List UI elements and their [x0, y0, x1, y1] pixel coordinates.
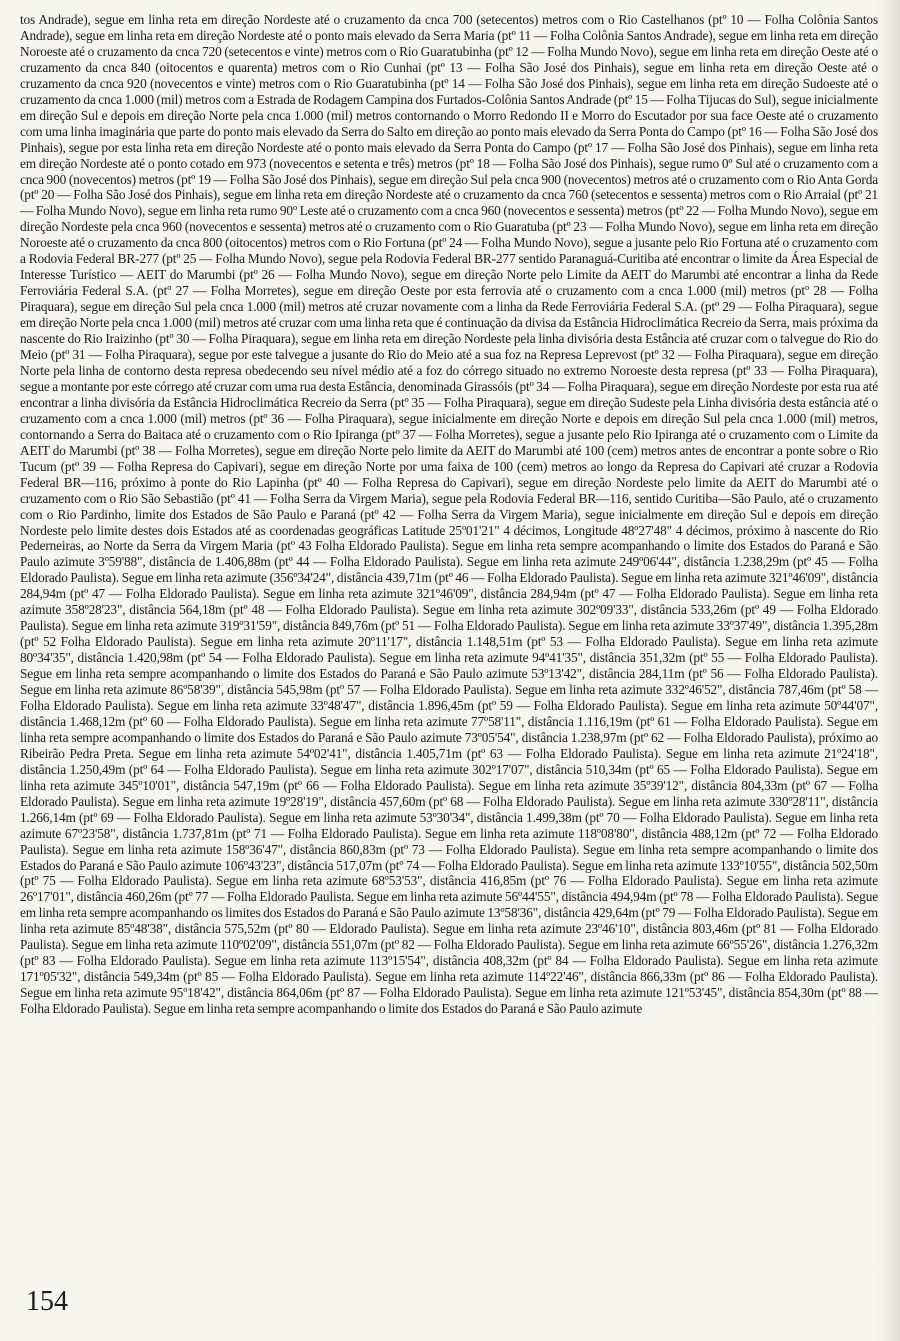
- body-text-block: [20, 12, 878, 1017]
- body-paragraph: tos Andrade), segue em linha reta em direção Nordeste até o cruzamento da cnca 700 (setecentos) metros com o Rio Castelhanos (ptº 10 — Folha Colônia Santos Andrade), segue em linha reta em direção Nordeste até o ponto mais elevado da Serra Maria (ptº 11 — Folha Colônia Santos Andrade), segue em linha reta em direção Noroeste até o cruzamento da cnca 720 (setecentos e vinte) metros com o Rio Guaratubinha (ptº 12 — Folha Mundo Novo), segue em linha reta em direção Oeste até o cruzamento da cnca 840 (oitocentos e quarenta) metros com o Rio Cunhai (ptº 13 — Folha São José dos Pinhais), segue em linha reta em direção Oeste até o cruzamento da cnca 920 (novecentos e vinte) metros com o Rio Guaratubinha (ptº 14 — Folha São José dos Pinhais), segue em linha reta em direção Sudoeste até o cruzamento da cnca 1.000 (mil) metros com a Estrada de Rodagem Campina dos Furtados-Colônia Santos Andrade (ptº 15 — Folha Tijucas do Sul), segue inicialmente em direção Sul e depois em direção Norte pela cnca 1.000 (mil) metros contornando o Morro Redondo II e Morro do Escutador por sua face Oeste até o cruzamento com uma linha imaginária que parte do ponto mais elevado da Serra do Salto em direção ao ponto mais elevado da Serra Ponta do Campo (ptº 16 — Folha São José dos Pinhais), segue por esta linha reta em direção Nordeste até o ponto mais elevado da Serra Ponta do Campo (ptº 17 — Folha São José dos Pinhais), segue em linha reta em direção Nordeste até o ponto cotado em 973 (novecentos e setenta e três) metros (ptº 18 — Folha São José dos Pinhais), segue rumo 0º Sul até o cruzamento com a cnca 900 (novecentos) metros (ptº 19 — Folha São José dos Pinhais), segue em direção Sul pela cnca 900 (novecentos) metros até o cruzamento com o Rio Anta Gorda (ptº 20 — Folha São José dos Pinhais), segue em linha reta em direção Nordeste até o cruzamento da cnca 760 (setecentos e sessenta) metros com o Rio Arraial (ptº 21 — Folha Mundo Novo), segue em linha reta rumo 90º Leste até o cruzamento com a cnca 960 (novecentos e sessenta) metros (ptº 22 — Folha Mundo Novo), segue em direção Nordeste pela cnca 960 (novecentos e sessenta) metros até o cruzamento com o Rio Guaratuba (ptº 23 — Folha Mundo Novo), segue em linha reta em direção Noroeste até o cruzamento da cnca 800 (oitocentos) metros com o Rio Fortuna (ptº 24 — Folha Mundo Novo), segue a jusante pelo Rio Fortuna até o cruzamento com a Rodovia Federal BR-277 (ptº 25 — Folha Mundo Novo), segue pela Rodovia Federal BR-277 sentido Paranaguá-Curitiba até encontrar o limite da Área Especial de Interesse Turístico — AEIT do Marumbi (ptº 26 — Folha Mundo Novo), segue em direção Norte pelo Limite da AEIT do Marumbi até encontrar a linha da Rede Ferroviária Federal S.A. (ptº 27 — Folha Morretes), segue em direção Oeste por esta ferrovia até o cruzamento com a cnca 1.000 (mil) metros (ptº 28 — Folha Piraquara), segue em direção Sul pela cnca 1.000 (mil) metros até cruzar novamente com a linha da Rede Ferroviária Federal S.A. (ptº 29 — Folha Piraquara), segue em direção Norte pela cnca 1.000 (mil) metros até cruzar com uma linha reta que é continuação da divisa da Estância Hidroclimática Recreio da Serra, mais próxima da nascente do Rio Iraizinho (ptº 30 — Folha Piraquara), segue em linha reta em direção Nordeste pela linha divisória desta Estância até cruzar com o talvegue do Rio do Meio (ptº 31 — Folha Piraquara), segue por este talvegue a jusante do Rio do Meio até a sua foz na Represa Leprevost (ptº 32 — Folha Piraquara), segue em direção Norte pela linha de contorno desta represa obedecendo seu nível médio até a foz do córrego situado no extremo Noroeste desta represa (ptº 33 — Folha Piraquara), segue a montante por este córrego até cruzar com uma rua desta Estância, denominada Girassóis (ptº 34 — Folha Piraquara), segue em direção Nordeste por esta rua até encontrar a linha divisória da Estância Hidroclimática Recreio da Serra (ptº 35 — Folha Piraquara), segue em direção Sudeste pela Linha divisória desta estância até o cruzamento com a cnca 1.000 (mil) metros (ptº 36 — Folha Piraquara), segue inicialmente em direção Norte e depois em direção Sul pela cnca 1.000 (mil) metros, contornando a Serra do Baitaca até o cruzamento com o Rio Ipiranga (ptº 37 — Folha Morretes), segue a jusante pelo Rio Ipiranga até o cruzamento com o Limite da AEIT do Marumbi (ptº 38 — Folha Morretes), segue em direção Norte pelo limite da AEIT do Marumbi até 100 (cem) metros antes de encontrar a ponte sobre o Rio Tucum (ptº 39 — Folha Represa do Capivari), segue em direção Norte por uma faixa de 100 (cem) metros ao longo da Represa do Capivari até cruzar a Rodovia Federal BR—116, próximo à ponte do Rio Lapinha (ptº 40 — Folha Represa do Capivari), segue em direção Nordeste pelo limite da AEIT do Marumbi até o cruzamento com o Rio São Sebastião (ptº 41 — Folha Serra da Virgem Maria), segue pela Rodovia Federal BR—116, sentido Curitiba—São Paulo, até o cruzamento com o Rio Pardinho, limite dos Estados de São Paulo e Paraná (ptº 42 — Folha Serra da Virgem Maria), segue inicialmente em direção Sul e depois em direção Nordeste pelo limite destes dois Estados até as coordenadas geográficas Latitude 25º01'21" 4 décimos, Longitude 48º27'48" 4 décimos, próximo à nascente do Rio Pederneiras, ao Norte da Serra da Virgem Maria (ptº 43 Folha Eldorado Paulista). Segue em linha reta sempre acompanhando o limite dos Estados do Paraná e São Paulo azimute 3º59'88", distância de 1.406,88m (ptº 44 — Folha Eldorado Paulista). Segue em linha reta azimute 249º06'44", distância 1.238,29m (ptº 45 — Folha Eldorado Paulista). Segue em linha reta azimute (356º34'24", distância 439,71m (ptº 46 — Folha Eldorado Paulista). Segue em linha reta azimute 321º46'09", distância 284,94m (ptº 47 — Folha Eldorado Paulista). Segue em linha reta azimute 321º46'09", distância 284,94m (ptº 47 — Folha Eldorado Paulista). Segue em linha reta azimute 358º28'23", distância 564,18m (ptº 48 — Folha Eldorado Paulista). Segue em linha reta azimute 302º09'33", distância 533,26m (ptº 49 — Folha Eldorado Paulista). Segue em linha reta azimute 319º31'59", distância 849,76m (ptº 51 — Folha Eldorado Paulista). Segue em linha reta azimute 33º37'49", distância 1.395,28m (ptº 52 Folha Eldorado Paulista). Segue em linha reta azimute 20º11'17", distância 1.148,51m (ptº 53 — Folha Eldorado Paulista). Segue em linha reta azimute 80º34'35", distância 1.420,98m (ptº 54 — Folha Eldorado Paulista). Segue em linha reta azimute 94º41'35", distância 351,32m (ptº 55 — Folha Eldorado Paulista). Segue em linha reta sempre acompanhando o limite dos Estados do Paraná e São Paulo azimute 53º13'42", distância 284,11m (ptº 56 — Folha Eldorado Paulista). Segue em linha reta azimute 86º58'39", distância 545,98m (ptº 57 — Folha Eldorado Paulista). Segue em linha reta azimute 332º46'52", distância 787,46m (ptº 58 — Folha Eldorado Paulista). Segue em linha reta azimute 33º48'47", distância 1.896,45m (ptº 59 — Folha Eldorado Paulista). Segue em linha reta azimute 50º44'07", distância 1.468,12m (ptº 60 — Folha Eldorado Paulista). Segue em linha reta azimute 77º58'11", distância 1.116,19m (ptº 61 — Folha Eldorado Paulista). Segue em linha reta sempre acompanhando o limite dos Estados do Paraná e São Paulo azimute 73º05'54", distância 1.238,97m (ptº 62 — Folha Eldorado Paulista), próximo ao Ribeirão Pedra Preta. Segue em linha reta azimute 54º02'41", distância 1.405,71m (ptº 63 — Folha Eldorado Paulista). Segue em linha reta azimute 21º24'18", distância 1.250,49m (ptº 64 — Folha Eldorado Paulista). Segue em linha reta azimute 302º17'07", distância 510,34m (ptº 65 — Folha Eldorado Paulista). Segue em linha reta azimute 345º10'01", distância 547,19m (ptº 66 — Folha Eldorado Paulista). Segue em linha reta azimute 35º39'12", distância 804,33m (ptº 67 — Folha Eldorado Paulista). Segue em linha reta azimute 19º28'19", distância 457,60m (ptº 68 — Folha Eldorado Paulista). Segue em linha reta azimute 330º28'11", distância 1.266,14m (ptº 69 — Folha Eldorado Paulista). Segue em linha reta azimute 53º30'34", distância 1.499,38m (ptº 70 — Folha Eldorado Paulista). Segue em linha reta azimute 67º23'58", distância 1.737,81m (ptº 71 — Folha Eldorado Paulista). Segue em linha reta azimute 118º08'80", distância 488,12m (ptº 72 — Folha Eldorado Paulista). Segue em linha reta azimute 158º36'47", distância 860,83m (ptº 73 — Folha Eldorado Paulista). Segue em linha reta sempre acompanhando o limite dos Estados do Paraná e São Paulo azimute 106º43'23", distância 517,07m (ptº 74 — Folha Eldorado Paulista). Segue em linha reta azimute 133º10'55", distância 502,50m (ptº 75 — Folha Eldorado Paulista). Segue em linha reta azimute 68º53'53", distância 416,85m (ptº 76 — Folha Eldorado Paulista). Segue em linha reta azimute 26º17'01", distância 460,26m (ptº 77 — Folha Eldorado Paulista. Segue em linha reta azimute 56º44'55", distância 494,94m (ptº 78 — Folha Eldorado Paulista). Segue em linha reta sempre acompanhando os limites dos Estados do Paraná e São Paulo azimute 13º58'36", distância 429,64m (ptº 79 — Folha Eldorado Paulista). Segue em linha reta azimute 85º48'38", distância 575,52m (ptº 80 — Eldorado Paulista). Segue em linha reta azimute 23º46'10", distância 803,46m (ptº 81 — Folha Eldorado Paulista). Segue em linha reta azimute 110º02'09", distância 551,07m (ptº 82 — Folha Eldorado Paulista). Segue em linha reta azimute 66º55'26", distância 1.276,32m (ptº 83 — Folha Eldorado Paulista). Segue em linha reta azimute 113º15'54", distância 408,32m (ptº 84 — Folha Eldorado Paulista). Segue em linha reta azimute 171º05'32", distância 549,34m (ptº 85 — Folha Eldorado Paulista). Segue em linha reta azimute 114º22'46", distância 866,33m (ptº 86 — Folha Eldorado Paulista). Segue em linha reta azimute 95º18'42", distância 864,06m (ptº 87 — Folha Eldorado Paulista). Segue em linha reta azimute 121º53'45", distância 854,30m (ptº 88 — Folha Eldorado Paulista). Segue em linha reta sempre acompanhando o limite dos Estados do Paraná e São Paulo azimute: [20, 12, 878, 1017]
- page-number: 154: [26, 1286, 68, 1317]
- scan-shadow-edge: [878, 0, 900, 1341]
